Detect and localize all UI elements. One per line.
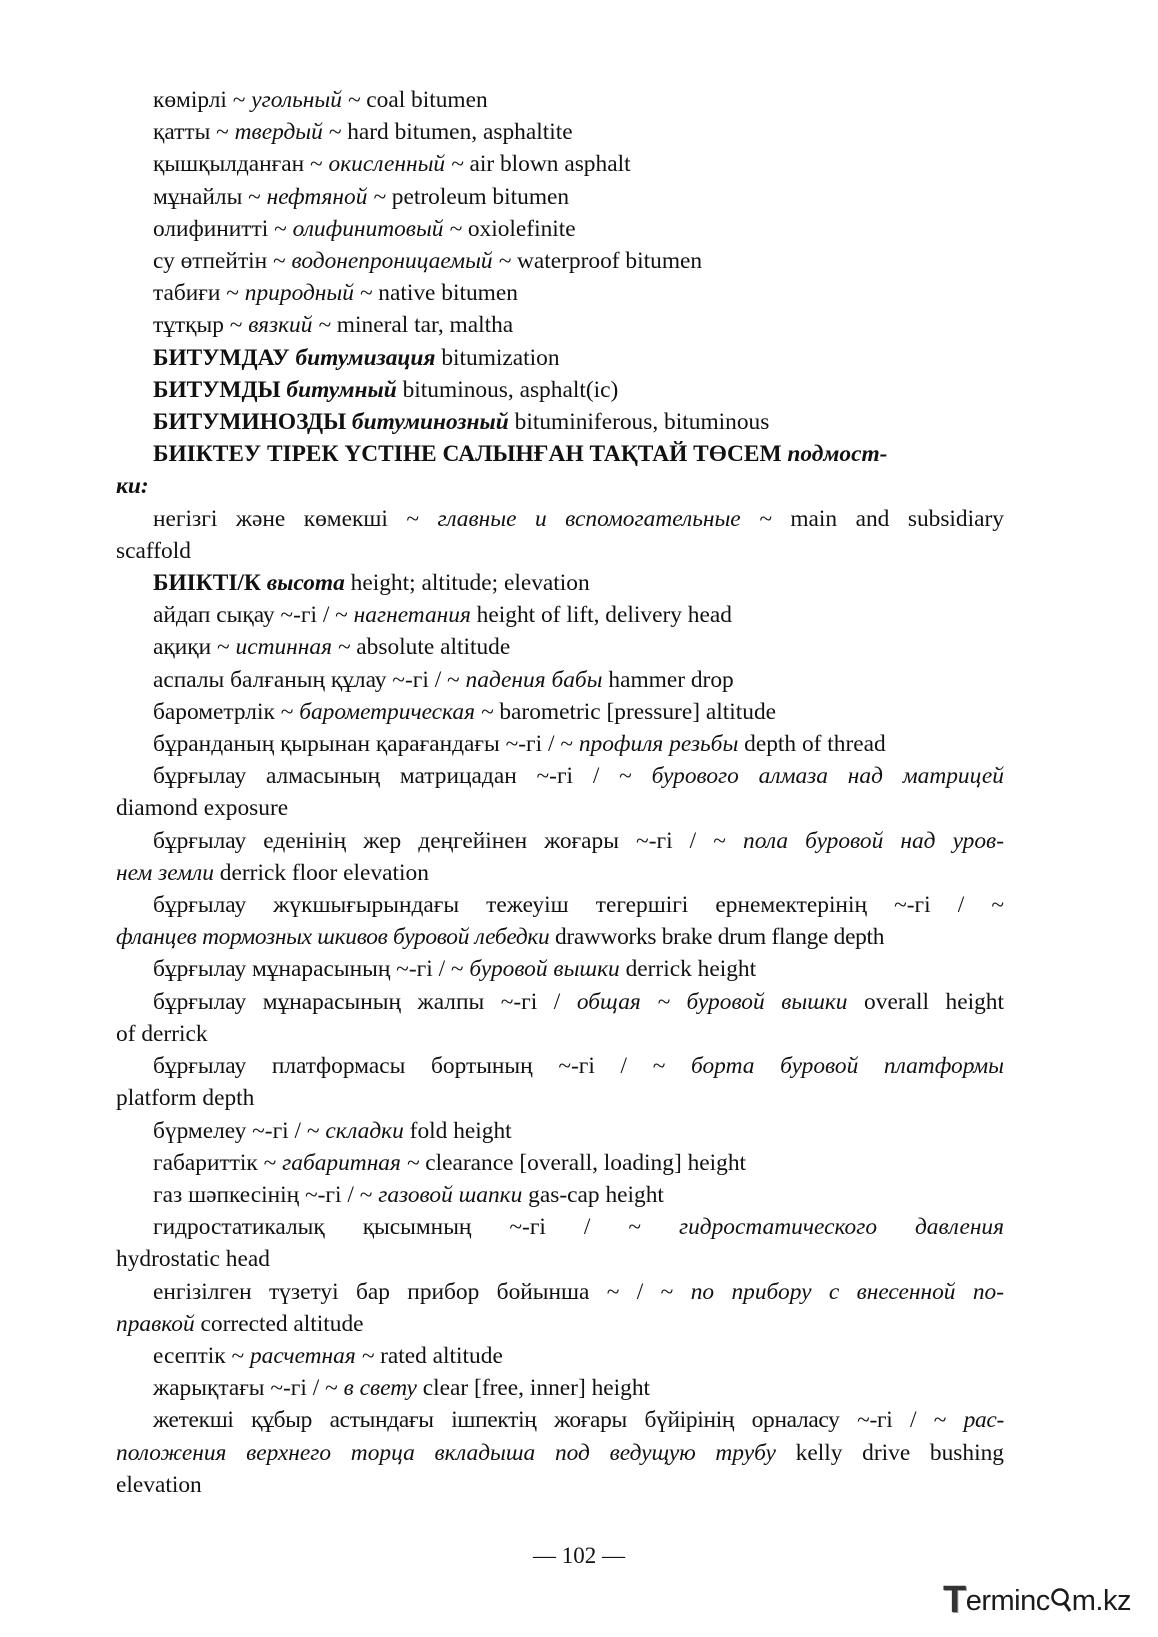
entry-row: [116, 116, 1004, 148]
term-en: bituminiferous, bituminous: [508, 409, 770, 436]
headword-row: [116, 567, 1004, 599]
term-kk: барометрлік ~: [153, 698, 300, 725]
entry-row: [116, 1211, 1004, 1243]
entry-row: [116, 1179, 1004, 1211]
term-en: hammer drop: [602, 666, 734, 693]
term-kk: тұтқыр ~: [153, 312, 249, 339]
entry-row: [116, 1050, 1004, 1082]
headword-ru: высота: [266, 570, 345, 597]
term-kk: габариттік ~: [153, 1149, 283, 1176]
term-kk: бұрғылау жүкшығырындағы тежеуіш тегершігі ернемектерінің ~-гі / ~: [153, 892, 1004, 919]
term-en: kelly drive bushing: [775, 1439, 1004, 1466]
entry-row-continued: [116, 1437, 1004, 1469]
term-ru: падения бабы: [465, 666, 603, 693]
entry-row-continued: [116, 792, 1004, 824]
term-kk: аспалы балғаның құлау ~-гі / ~: [153, 666, 466, 693]
term-en: diamond exposure: [116, 795, 289, 822]
term-kk: ақиқи ~: [153, 634, 236, 661]
entry-row-continued: [116, 1243, 1004, 1275]
entry-row-continued: [116, 1018, 1004, 1050]
term-kk: бүрмелеу ~-гі / ~: [153, 1117, 326, 1144]
term-en: overall height: [847, 988, 1004, 1015]
entry-row: [116, 728, 1004, 760]
page-number: — 102 —: [533, 1543, 625, 1568]
entry-row: [116, 599, 1004, 631]
entry-row-continued: [116, 921, 1004, 953]
entry-row: [116, 1147, 1004, 1179]
term-ru: барометрическая ~: [299, 698, 494, 725]
term-kk: бұрғылау мұнарасының жалпы ~-гі /: [153, 988, 577, 1015]
entry-row: [116, 1404, 1004, 1436]
term-en: rated altitude: [374, 1342, 503, 1369]
term-ru: фланцев тормозных шкивов буровой лебедки: [116, 924, 550, 951]
term-ru: буровой вышки: [469, 956, 620, 983]
term-ru: природный ~: [244, 280, 373, 307]
entry-row: [116, 825, 1004, 857]
entry-row-continued: [116, 1308, 1004, 1340]
headword-kk: БИІКТІ/К: [153, 570, 267, 597]
term-ru: истинная ~: [235, 634, 351, 661]
term-kk: олифинитті ~: [153, 215, 293, 242]
headword-kk: БИТУМДЫ: [153, 376, 287, 403]
headword-kk: БИІКТЕУ ТІРЕК ҮСТІНЕ САЛЫНҒАН ТАҚТАЙ ТӨСЕМ: [153, 441, 788, 468]
term-kk: бұранданың қырынан қарағандағы ~-гі / ~: [153, 731, 579, 758]
entry-row: [116, 986, 1004, 1018]
entry-row-continued: [116, 1469, 1004, 1501]
entry-row: [116, 503, 1004, 535]
headword-ru: битумный: [286, 376, 397, 403]
term-kk: бұрғылау алмасының матрицадан ~-гі / ~: [153, 763, 652, 790]
term-kk: бұрғылау мұнарасының ~-гі / ~: [153, 956, 470, 983]
term-kk: су өтпейтін ~: [153, 248, 292, 275]
term-kk: бұрғылау платформасы бортының ~-гі / ~: [153, 1053, 692, 1080]
term-ru: водонепроницаемый ~: [291, 248, 512, 275]
term-ru: общая ~ буровой вышки: [576, 988, 848, 1015]
term-ru: профиля резьбы: [578, 731, 739, 758]
term-ru: положения верхнего торца вкладыша под ведущую трубу: [116, 1439, 776, 1466]
term-kk: газ шәпкесінің ~-гі / ~: [153, 1181, 379, 1208]
term-en: hard bitumen, asphaltite: [341, 119, 573, 146]
entry-row: [116, 631, 1004, 663]
term-en: hydrostatic head: [116, 1246, 270, 1273]
term-kk: бұрғылау еденінің жер деңгейінен жоғары ~-гі / ~: [153, 827, 744, 854]
watermark-text: m.kz: [1071, 1585, 1131, 1617]
entry-row: [116, 245, 1004, 277]
term-ru: складки: [325, 1117, 404, 1144]
term-en: height of lift, delivery head: [470, 602, 732, 629]
term-kk: гидростатикалық қысымның ~-гі / ~: [153, 1214, 679, 1241]
term-ru: расчетная ~: [249, 1342, 375, 1369]
term-en: fold height: [403, 1117, 512, 1144]
term-kk: қышқылданған ~: [153, 151, 329, 178]
entry-row: [116, 1340, 1004, 1372]
term-ru: олифинитовый ~: [292, 215, 462, 242]
watermark-letter: T: [943, 1579, 966, 1621]
entry-row-continued: [116, 535, 1004, 567]
term-kk: негізгі және көмекші ~: [153, 505, 438, 532]
term-ru: рас-: [963, 1407, 1004, 1434]
term-ru: главные и вспомогательные ~: [437, 505, 772, 532]
term-en: mineral tar, maltha: [330, 312, 514, 339]
term-ru: твердый ~: [234, 119, 342, 146]
term-en: corrected altitude: [194, 1310, 364, 1337]
entry-row: [116, 148, 1004, 180]
entry-row-continued: [116, 857, 1004, 889]
term-ru: вязкий ~: [248, 312, 331, 339]
headword-kk: БИТУМДАУ: [153, 344, 296, 371]
term-en: coal bitumen: [360, 87, 488, 113]
watermark-text: erminc: [965, 1585, 1050, 1617]
term-kk: қатты ~: [153, 119, 235, 146]
headword-ru: ки:: [116, 473, 149, 500]
term-en: derrick height: [619, 956, 757, 983]
term-kk: көмірлі ~: [153, 87, 252, 113]
term-en: bitumization: [435, 344, 560, 371]
headword-ru: битумизация: [295, 344, 436, 371]
term-en: barometric [pressure] altitude: [493, 698, 777, 725]
term-en: absolute altitude: [350, 634, 511, 661]
term-en: clearance [overall, loading] height: [419, 1149, 747, 1176]
term-en: elevation: [116, 1471, 202, 1498]
term-ru: пола буровой над уров-: [743, 827, 1005, 854]
term-ru: нефтяной ~: [266, 183, 386, 210]
term-kk: жетекші құбыр астындағы ішпектің жоғары бүйірінің орналасу ~-гі / ~: [153, 1407, 964, 1434]
term-en: derrick floor elevation: [213, 859, 429, 886]
term-en: of derrick: [116, 1020, 208, 1047]
entry-row: [116, 277, 1004, 309]
dictionary-page: [116, 84, 1004, 1501]
term-en: air blown asphalt: [463, 151, 631, 178]
term-kk: табиғи ~: [153, 280, 245, 307]
entry-row: [116, 1372, 1004, 1404]
entry-row: [116, 664, 1004, 696]
term-ru: нем земли: [116, 859, 214, 886]
entry-row: [116, 84, 1004, 116]
term-en: height; altitude; elevation: [344, 570, 590, 597]
term-en: depth of thread: [738, 731, 886, 758]
term-en: oxiolefinite: [461, 215, 576, 242]
term-en: platform depth: [116, 1085, 255, 1112]
term-ru: габаритная ~: [282, 1149, 420, 1176]
headword-ru: битуминозный: [351, 409, 509, 436]
term-en: waterproof bitumen: [511, 248, 703, 275]
term-ru: газовой шапки: [378, 1181, 523, 1208]
headword-row: [116, 406, 1004, 438]
entry-row: [116, 1115, 1004, 1147]
magnifier-icon: [1050, 1584, 1072, 1624]
entry-row: [116, 760, 1004, 792]
entry-row: [116, 213, 1004, 245]
entry-row-continued: [116, 1082, 1004, 1114]
term-kk: енгізілген түзетуі бар прибор бойынша ~ / ~: [153, 1278, 691, 1305]
entry-row: [116, 696, 1004, 728]
term-en: native bitumen: [372, 280, 518, 307]
entry-row: [116, 1276, 1004, 1308]
site-watermark-logo: [943, 1578, 1131, 1624]
term-en: clear [free, inner] height: [416, 1375, 651, 1402]
headword-row: [116, 438, 1004, 470]
term-ru: правкой: [116, 1310, 195, 1337]
term-kk: есептік ~: [153, 1342, 250, 1369]
entry-row: [116, 309, 1004, 341]
entry-row: [116, 889, 1004, 921]
term-en: bituminous, asphalt(ic): [396, 376, 619, 403]
entry-row: [116, 181, 1004, 213]
term-kk: мұнайлы ~: [153, 183, 267, 210]
term-en: scaffold: [116, 537, 191, 564]
term-ru: нагнетания: [353, 602, 471, 629]
term-ru: окисленный ~: [328, 151, 464, 178]
headword-row: [116, 342, 1004, 374]
term-en: gas-cap height: [522, 1181, 664, 1208]
term-ru: бурового алмаза над матрицей: [651, 763, 1004, 790]
term-en: petroleum bitumen: [385, 183, 570, 210]
headword-kk: БИТУМИНОЗДЫ: [153, 409, 352, 436]
term-en: drawworks brake drum flange depth: [549, 924, 885, 951]
headword-ru: подмост-: [787, 441, 888, 468]
term-kk: айдап сықау ~-гі / ~: [153, 602, 354, 629]
term-ru: борта буровой платформы: [691, 1053, 1004, 1080]
headword-row: [116, 374, 1004, 406]
term-ru: гидростатического давления: [678, 1214, 1004, 1241]
term-ru: угольный ~: [251, 87, 361, 113]
term-ru: по прибору с внесенной по-: [690, 1278, 1004, 1305]
term-ru: в свету: [343, 1375, 417, 1402]
term-en: main and subsidiary: [771, 505, 1004, 532]
headword-row-continued: [116, 470, 1004, 502]
entry-row: [116, 953, 1004, 985]
term-kk: жарықтағы ~-гі / ~: [153, 1375, 344, 1402]
